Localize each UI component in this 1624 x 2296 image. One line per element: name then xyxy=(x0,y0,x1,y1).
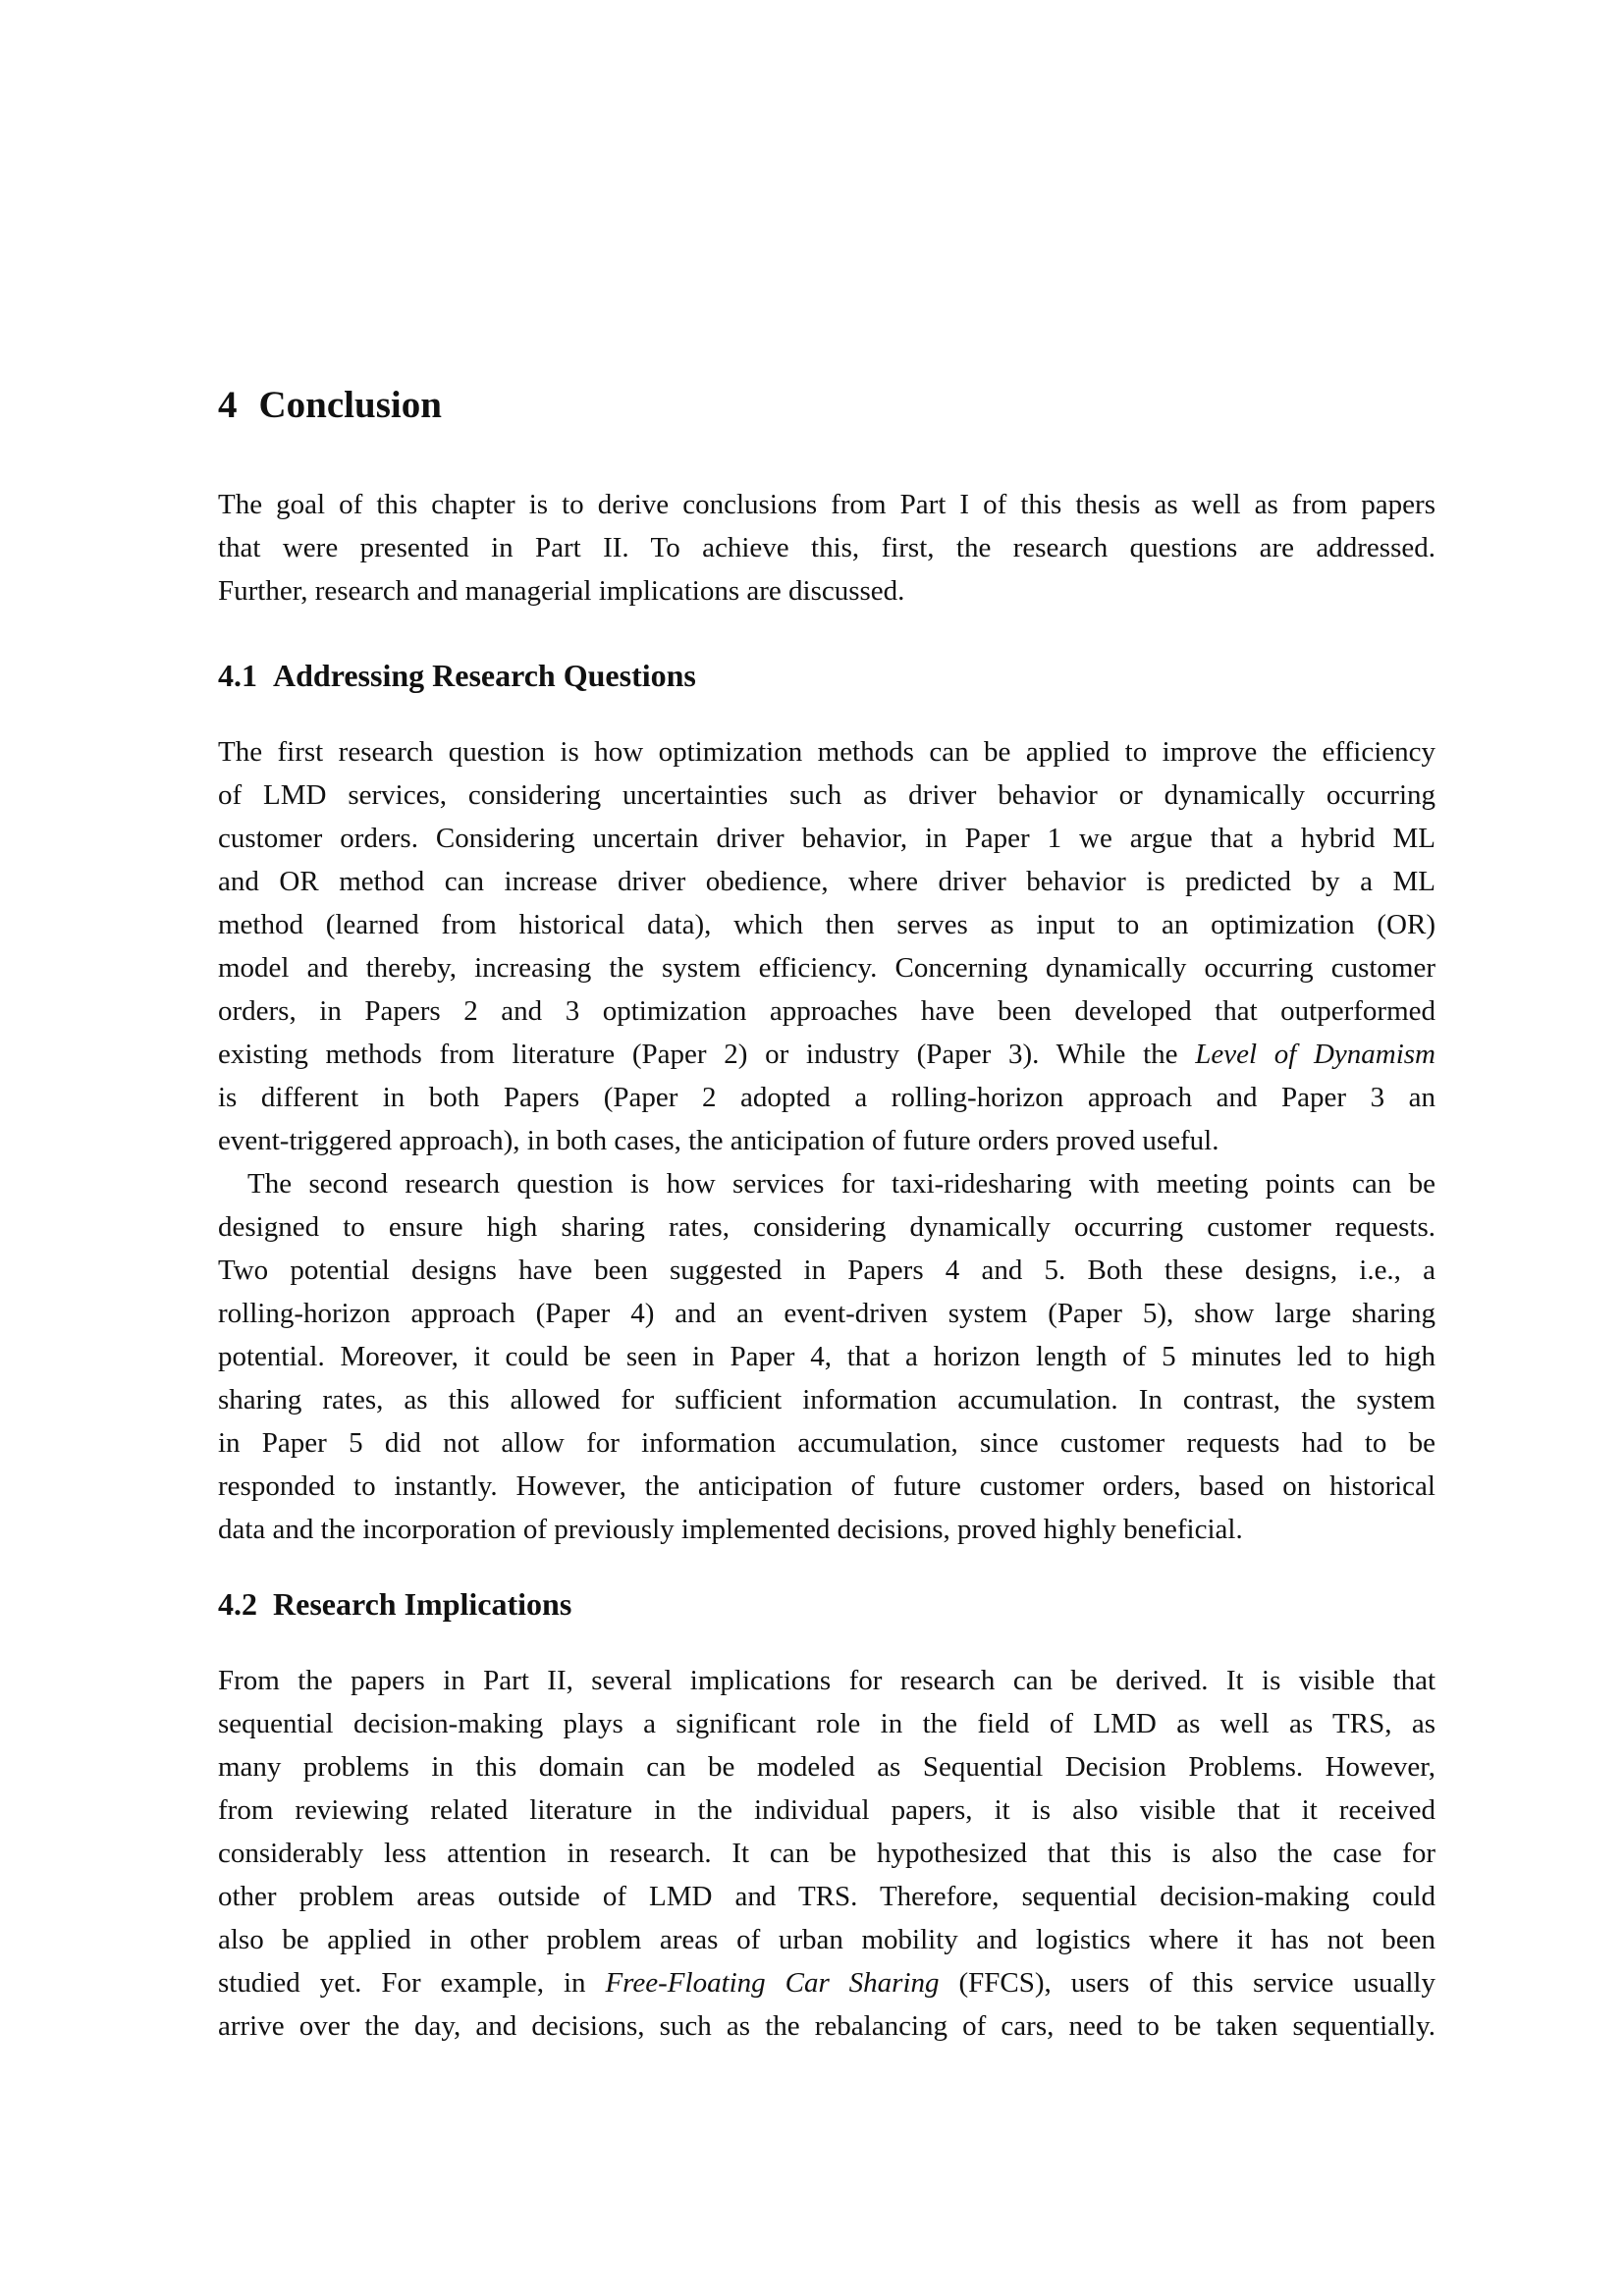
text-line: responded to instantly. However, the anticipation of future customer orders, based on historical xyxy=(218,1470,1435,1502)
text-line: method (learned from historical data), which then serves as input to an optimization (OR) xyxy=(218,909,1435,940)
text-line: considerably less attention in research. It can be hypothesized that this is also the case for xyxy=(218,1838,1435,1869)
text-line: other problem areas outside of LMD and TRS. Therefore, sequential decision-making could xyxy=(218,1881,1435,1912)
text-line: sequential decision-making plays a significant role in the field of LMD as well as TRS, as xyxy=(218,1708,1435,1739)
chapter-title: Conclusion xyxy=(258,384,442,426)
text-line: Further, research and managerial implications are discussed. xyxy=(218,575,905,607)
text-line: customer orders. Considering uncertain driver behavior, in Paper 1 we argue that a hybrid ML xyxy=(218,823,1435,854)
research-questions-paragraph-1 xyxy=(218,730,1435,1162)
text-line: model and thereby, increasing the system efficiency. Concerning dynamically occurring customer xyxy=(218,952,1435,984)
chapter-heading xyxy=(218,381,442,430)
section-title: Research Implications xyxy=(273,1586,572,1622)
chapter-intro-paragraph xyxy=(218,483,1435,613)
research-implications-paragraph xyxy=(218,1659,1435,2048)
section-number: 4.1 xyxy=(218,658,257,693)
text-line xyxy=(218,1961,1435,2004)
text-line: also be applied in other problem areas of urban mobility and logistics where it has not been xyxy=(218,1924,1435,1955)
chapter-number: 4 xyxy=(218,384,238,426)
text-line: Two potential designs have been suggested in Papers 4 and 5. Both these designs, i.e., a xyxy=(218,1255,1435,1286)
text-line: rolling-horizon approach (Paper 4) and an event-driven system (Paper 5), show large sharing xyxy=(218,1298,1435,1329)
text-line: From the papers in Part II, several implications for research can be derived. It is visible that xyxy=(218,1665,1435,1696)
section-heading-4-1 xyxy=(218,656,696,695)
text-line xyxy=(218,1033,1435,1076)
text-line: The goal of this chapter is to derive conclusions from Part I of this thesis as well as from papers xyxy=(218,489,1435,520)
text-line: event-triggered approach), in both cases, the anticipation of future orders proved useful. xyxy=(218,1125,1219,1156)
text-line: designed to ensure high sharing rates, considering dynamically occurring customer requests. xyxy=(218,1211,1435,1243)
text-segment: (FFCS), users of this service usually xyxy=(958,1967,1435,1999)
text-line: The second research question is how services for taxi-ridesharing with meeting points can be xyxy=(247,1168,1435,1200)
text-line: from reviewing related literature in the individual papers, it is also visible that it received xyxy=(218,1794,1435,1826)
text-line: many problems in this domain can be modeled as Sequential Decision Problems. However, xyxy=(218,1751,1435,1783)
text-line: The first research question is how optimization methods can be applied to improve the efficiency xyxy=(218,736,1435,768)
section-title: Addressing Research Questions xyxy=(273,658,696,693)
text-line: arrive over the day, and decisions, such as the rebalancing of cars, need to be taken sequentially. xyxy=(218,2010,1435,2042)
text-segment: existing methods from literature (Paper 2) or industry (Paper 3). While the xyxy=(218,1039,1178,1070)
italic-term: Level of Dynamism xyxy=(1195,1039,1435,1070)
text-segment: studied yet. For example, in xyxy=(218,1967,586,1999)
text-line: and OR method can increase driver obedience, where driver behavior is predicted by a ML xyxy=(218,866,1435,897)
section-heading-4-2 xyxy=(218,1584,571,1624)
text-line: sharing rates, as this allowed for sufficient information accumulation. In contrast, the system xyxy=(218,1384,1435,1415)
italic-term: Free-Floating Car Sharing xyxy=(605,1967,940,1999)
text-line: data and the incorporation of previously implemented decisions, proved highly beneficial. xyxy=(218,1514,1243,1545)
text-line: orders, in Papers 2 and 3 optimization approaches have been developed that outperformed xyxy=(218,995,1435,1027)
text-line: is different in both Papers (Paper 2 adopted a rolling-horizon approach and Paper 3 an xyxy=(218,1082,1435,1113)
text-line: of LMD services, considering uncertainties such as driver behavior or dynamically occurring xyxy=(218,779,1435,811)
text-line: potential. Moreover, it could be seen in Paper 4, that a horizon length of 5 minutes led to high xyxy=(218,1341,1435,1372)
section-number: 4.2 xyxy=(218,1586,257,1622)
text-line: that were presented in Part II. To achieve this, first, the research questions are addressed. xyxy=(218,532,1435,563)
text-line: in Paper 5 did not allow for information accumulation, since customer requests had to be xyxy=(218,1427,1435,1459)
research-questions-paragraph-2 xyxy=(218,1162,1435,1551)
